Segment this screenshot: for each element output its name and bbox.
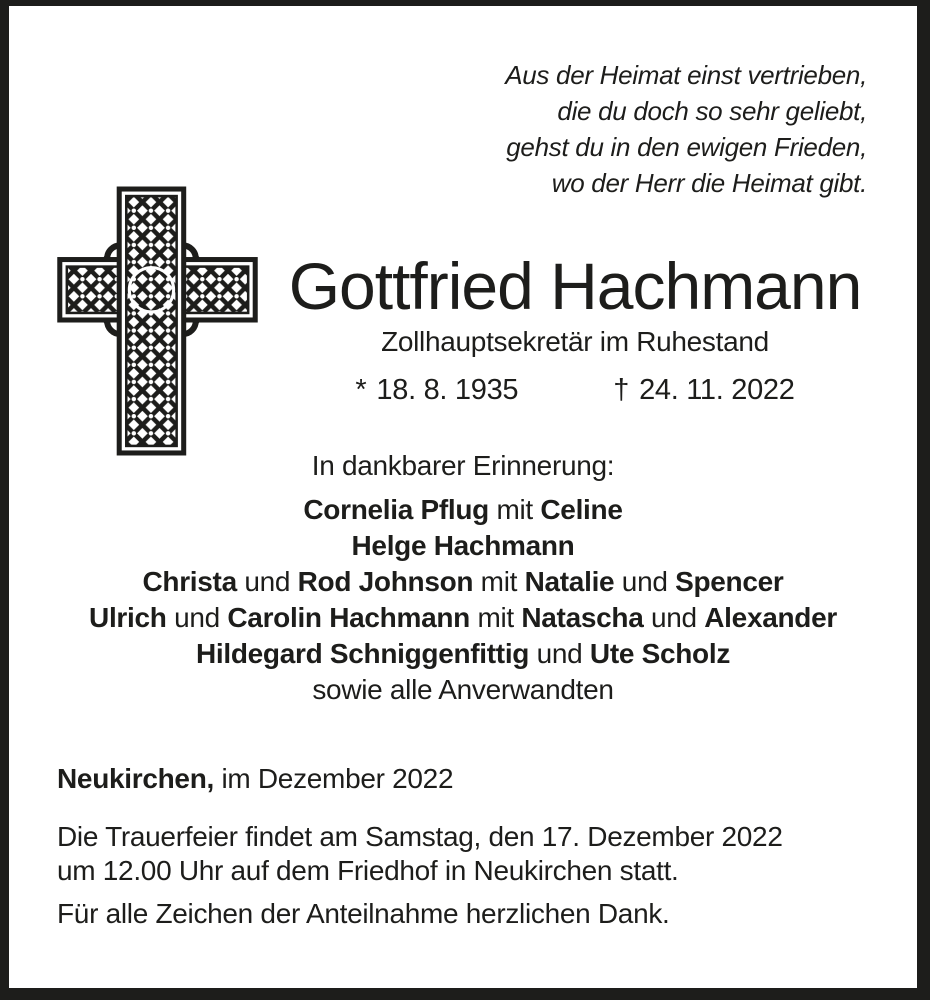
deceased-title: Zollhauptsekretär im Ruhestand xyxy=(381,326,769,357)
mourner-line xyxy=(9,492,917,528)
mourner-name: Cornelia Pflug xyxy=(303,494,489,525)
connector: und xyxy=(643,602,705,633)
mourner-name: Carolin Hachmann xyxy=(227,602,470,633)
celtic-cross-icon xyxy=(55,185,260,457)
connector: und xyxy=(236,566,298,597)
mourner-name: Spencer xyxy=(675,566,784,597)
mourner-line xyxy=(9,564,917,600)
birth-date-value: 18. 8. 1935 xyxy=(376,374,519,406)
dateline-rest: im Dezember 2022 xyxy=(213,763,454,794)
connector: mit xyxy=(469,602,522,633)
born-symbol: * xyxy=(355,374,367,406)
place-name: Neukirchen, xyxy=(57,763,214,794)
mourner-name: Natalie xyxy=(524,566,615,597)
verse-line: gehst du in den ewigen Frieden, xyxy=(506,132,867,162)
mourner-name: Helge Hachmann xyxy=(351,530,575,561)
mourner-name: Hildegard Schniggenfittig xyxy=(195,638,530,669)
funeral-line: um 12.00 Uhr auf dem Friedhof in Neukirchen statt. xyxy=(57,855,679,886)
mourner-name: Ute Scholz xyxy=(589,638,731,669)
connector: mit xyxy=(473,566,525,597)
mourner-name: Rod Johnson xyxy=(297,566,474,597)
cross-center-knot xyxy=(129,268,173,312)
funeral-announcement xyxy=(57,820,783,888)
death-date xyxy=(613,374,794,407)
connector: mit xyxy=(488,494,541,525)
mourner-line xyxy=(9,600,917,636)
mourners-outro: sowie alle Anverwandten xyxy=(312,674,614,705)
connector: und xyxy=(166,602,228,633)
mourner-line xyxy=(9,528,917,564)
place-dateline xyxy=(57,763,453,795)
thanks-note: Für alle Zeichen der Anteilnahme herzlichen Dank. xyxy=(57,898,670,929)
mourners-list xyxy=(9,492,917,708)
connector: und xyxy=(529,638,590,669)
verse-line: wo der Herr die Heimat gibt. xyxy=(551,168,867,198)
verse-line: Aus der Heimat einst vertrieben, xyxy=(505,60,867,90)
death-date-value: 24. 11. 2022 xyxy=(639,374,795,406)
connector: und xyxy=(614,566,676,597)
memorial-intro: In dankbarer Erinnerung: xyxy=(311,450,615,481)
mourner-name: Ulrich xyxy=(89,602,167,633)
verse-line: die du doch so sehr geliebt, xyxy=(557,96,867,126)
birth-date xyxy=(355,374,518,407)
funeral-line: Die Trauerfeier findet am Samstag, den 17. Dezember 2022 xyxy=(57,821,783,852)
cross-vertical-beam xyxy=(119,189,183,453)
mourner-name: Celine xyxy=(540,494,623,525)
mourner-name: Natascha xyxy=(521,602,644,633)
deceased-header xyxy=(270,250,880,407)
life-dates xyxy=(270,374,880,407)
epitaph-verse xyxy=(505,57,867,201)
deceased-name: Gottfried Hachmann xyxy=(288,249,862,323)
mourner-name: Christa xyxy=(142,566,237,597)
died-symbol: † xyxy=(613,374,630,406)
mourner-name: Alexander xyxy=(704,602,837,633)
mourner-line xyxy=(9,636,917,672)
